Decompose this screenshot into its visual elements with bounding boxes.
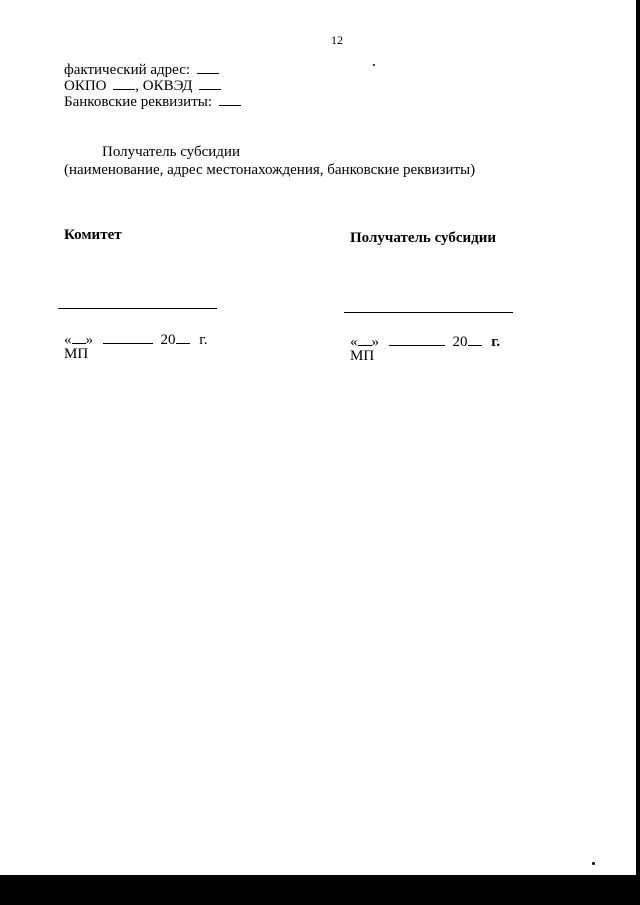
committee-quote-open: «: [64, 332, 72, 348]
scan-edge-right: [636, 0, 640, 875]
committee-month-blank: [103, 330, 153, 344]
recipient-quote-close: »: [371, 334, 379, 350]
recipient-signature-line: [344, 312, 513, 313]
okved-blank: [199, 76, 221, 90]
page-number: 12: [331, 33, 343, 47]
okved-label: , ОКВЭД: [135, 78, 193, 94]
recipient-year-suffix: г.: [491, 334, 501, 350]
actual-address-blank: [197, 60, 219, 74]
okpo-label: ОКПО: [64, 78, 107, 94]
committee-year-prefix: 20: [160, 332, 176, 348]
committee-heading: Комитет: [64, 227, 122, 243]
committee-year-blank: [176, 330, 190, 344]
recipient-title: Получатель субсидии: [102, 144, 240, 160]
actual-address-label: фактический адрес:: [64, 62, 191, 78]
okpo-blank: [113, 76, 135, 90]
bank-details-line: [64, 92, 241, 111]
recipient-quote-open: «: [350, 334, 358, 350]
bank-details-label: Банковские реквизиты:: [64, 94, 213, 110]
committee-year-suffix: г.: [199, 332, 208, 348]
committee-stamp: МП: [64, 346, 89, 362]
recipient-year-prefix: 20: [452, 334, 468, 350]
scan-edge-bottom: [0, 875, 640, 905]
scan-speck: [592, 862, 595, 865]
recipient-year-blank: [468, 332, 482, 346]
recipient-stamp: МП: [350, 348, 375, 364]
committee-signature-line: [58, 308, 217, 309]
scan-speck: [373, 64, 375, 66]
recipient-day-blank: [358, 332, 372, 346]
recipient-heading: Получатель субсидии: [350, 230, 497, 246]
bank-details-blank: [219, 92, 241, 106]
committee-day-blank: [72, 330, 86, 344]
recipient-subtitle: (наименование, адрес местонахождения, банковские реквизиты): [64, 162, 476, 178]
committee-quote-close: »: [85, 332, 93, 348]
recipient-month-blank: [389, 332, 445, 346]
